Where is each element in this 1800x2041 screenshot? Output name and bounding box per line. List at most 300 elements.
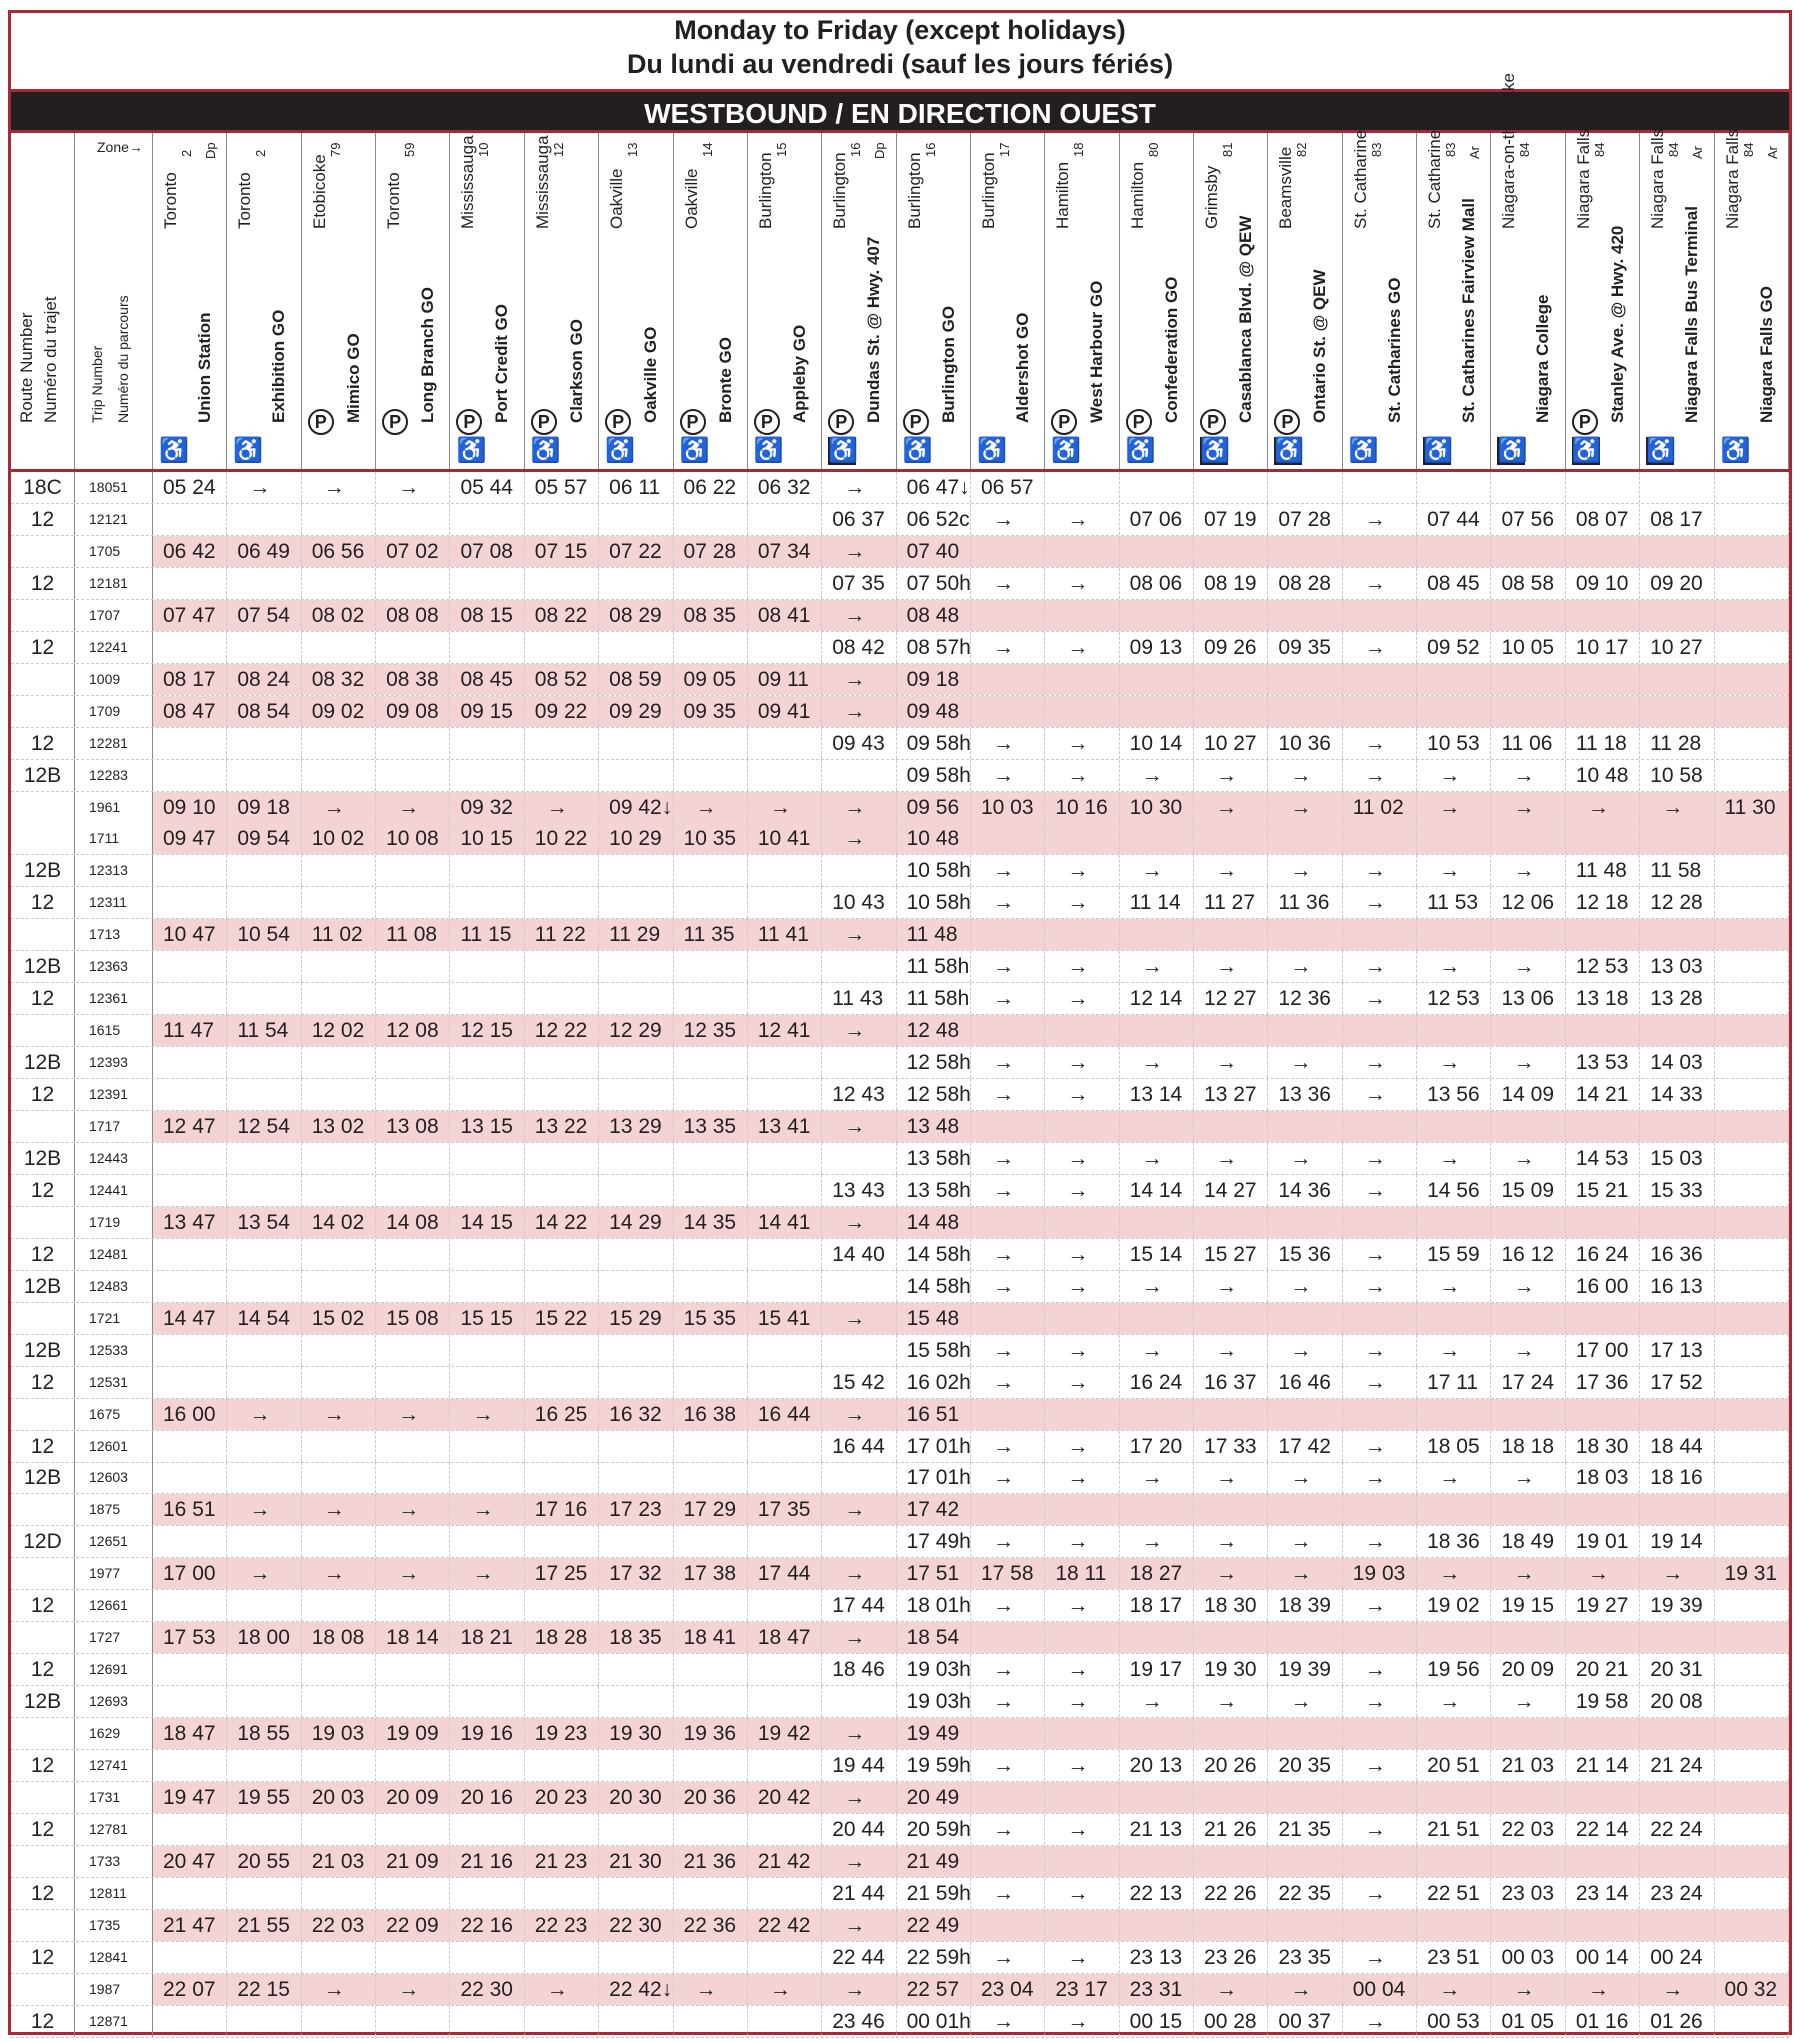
time-cell [1120, 600, 1194, 631]
time-cell: 23 46 [822, 2006, 896, 2037]
time-cell: → [1343, 951, 1417, 982]
time-cell [525, 1942, 599, 1973]
title-french: Du lundi au vendredi (sauf les jours fériés) [626, 49, 1174, 79]
time-cell [971, 600, 1045, 631]
table-row [11, 472, 1789, 504]
time-cell: 08 45 [1417, 568, 1491, 599]
table-row [11, 1558, 1789, 1590]
time-cell: → [1343, 1367, 1417, 1398]
route-number-cell: 12B [11, 1335, 75, 1366]
time-cell [748, 855, 822, 886]
time-cell [599, 1878, 673, 1909]
time-cell [1566, 536, 1640, 567]
time-cell: → [1417, 1462, 1491, 1493]
route-number-cell [11, 1846, 75, 1877]
time-cell: 18 44 [1640, 1431, 1714, 1462]
time-cell [599, 1335, 673, 1366]
time-cell: 11 27 [1194, 887, 1268, 918]
time-cell [376, 1462, 450, 1493]
time-cell: 13 28 [1640, 983, 1714, 1014]
time-cell: 20 44 [822, 1814, 896, 1845]
stop-departure-arrival-tag: Dp [203, 142, 218, 159]
time-cell [450, 1942, 524, 1973]
time-cell: 10 16 [1045, 792, 1119, 823]
time-cell [1194, 1910, 1268, 1941]
time-cell [748, 632, 822, 663]
time-cell: 12 35 [674, 1015, 748, 1046]
stop-zone: 82 [1294, 142, 1310, 157]
table-row [11, 1590, 1789, 1622]
time-cell: → [1120, 1271, 1194, 1302]
time-cell: 10 08 [376, 823, 450, 854]
stop-station: Dundas St. @ Hwy. 407 [864, 236, 884, 423]
time-cell: 16 24 [1566, 1239, 1640, 1270]
time-cell: 20 09 [1491, 1654, 1565, 1685]
wheelchair-accessible-icon: ♿ [1200, 437, 1230, 464]
time-cell: → [971, 2006, 1045, 2037]
time-cell: 10 43 [822, 887, 896, 918]
time-cell: 18 39 [1268, 1590, 1342, 1621]
time-cell: → [1343, 855, 1417, 886]
time-cell: 17 53 [153, 1622, 227, 1653]
time-cell [1268, 1494, 1342, 1525]
time-cell [1268, 1718, 1342, 1749]
time-cell [1715, 919, 1789, 950]
time-cell: 16 44 [748, 1399, 822, 1430]
trip-number-cell: 12361 [75, 983, 153, 1014]
time-cell: → [1343, 1047, 1417, 1078]
time-cell [1566, 1494, 1640, 1525]
stop-station: Niagara Falls GO [1756, 286, 1776, 423]
time-cell: 17 49h [897, 1526, 971, 1557]
time-cell [1045, 1910, 1119, 1941]
time-cell: → [1194, 1526, 1268, 1557]
time-cell [971, 1399, 1045, 1430]
time-cell [227, 1942, 301, 1973]
time-cell: 12 43 [822, 1079, 896, 1110]
time-cell [1715, 696, 1789, 727]
stop-zone: 84 [1517, 142, 1533, 157]
time-cell [302, 855, 376, 886]
time-cell: 18 21 [450, 1622, 524, 1653]
time-cell: → [1045, 1079, 1119, 1110]
table-row [11, 919, 1789, 951]
time-cell: → [1268, 760, 1342, 791]
time-cell [748, 1686, 822, 1717]
time-cell: 09 22 [525, 696, 599, 727]
time-cell [674, 887, 748, 918]
stop-header [1640, 128, 1714, 469]
time-cell: → [1268, 1271, 1342, 1302]
time-cell [1491, 472, 1565, 503]
time-cell [525, 983, 599, 1014]
time-cell: 21 13 [1120, 1814, 1194, 1845]
parking-icon: P [605, 409, 631, 435]
time-cell [227, 568, 301, 599]
time-cell [674, 1750, 748, 1781]
trip-number-cell: 12481 [75, 1239, 153, 1270]
time-cell: 19 49 [897, 1718, 971, 1749]
time-cell: 08 45 [450, 664, 524, 695]
time-cell [1640, 1494, 1714, 1525]
time-cell [450, 983, 524, 1014]
time-cell [971, 696, 1045, 727]
stop-header [450, 133, 524, 469]
time-cell [1566, 919, 1640, 950]
time-cell: 12 22 [525, 1015, 599, 1046]
time-cell: 23 24 [1640, 1878, 1714, 1909]
time-cell: → [302, 472, 376, 503]
time-cell: 15 08 [376, 1303, 450, 1334]
time-cell: → [1343, 1271, 1417, 1302]
time-cell: 17 52 [1640, 1367, 1714, 1398]
time-cell [1491, 1399, 1565, 1430]
trip-number-cell: 12181 [75, 568, 153, 599]
stop-city: Beamsville [1276, 146, 1296, 229]
time-cell: 11 54 [227, 1015, 301, 1046]
time-cell: 18 49 [1491, 1526, 1565, 1557]
time-cell: → [1417, 1271, 1491, 1302]
time-cell [153, 1590, 227, 1621]
stop-city: Niagara Falls [1573, 128, 1593, 229]
time-cell: 00 53 [1417, 2006, 1491, 2037]
time-cell: → [376, 792, 450, 823]
time-cell: 17 42 [1268, 1431, 1342, 1462]
time-cell: 14 03 [1640, 1047, 1714, 1078]
time-cell: → [1491, 1335, 1565, 1366]
parking-icon: P [1572, 409, 1598, 435]
time-cell: 12 28 [1640, 887, 1714, 918]
time-cell [599, 1942, 673, 1973]
time-cell [1640, 823, 1714, 854]
time-cell [153, 1047, 227, 1078]
time-cell [1120, 1622, 1194, 1653]
trip-number-cell: 12811 [75, 1878, 153, 1909]
stop-zone: 13 [625, 142, 641, 157]
time-cell: → [822, 1207, 896, 1238]
time-cell: → [1343, 1750, 1417, 1781]
time-cell: 18 00 [227, 1622, 301, 1653]
time-cell: → [971, 632, 1045, 663]
time-cell: 18 41 [674, 1622, 748, 1653]
time-cell [1715, 1015, 1789, 1046]
time-cell: → [822, 1622, 896, 1653]
time-cell [1120, 1494, 1194, 1525]
stop-zone: 80 [1145, 142, 1161, 157]
time-cell [599, 1526, 673, 1557]
route-number-cell: 12 [11, 1590, 75, 1621]
time-cell [450, 1271, 524, 1302]
table-row [11, 1399, 1789, 1431]
time-cell: 17 00 [153, 1558, 227, 1589]
time-cell: 18 14 [376, 1622, 450, 1653]
time-cell: → [376, 472, 450, 503]
time-cell [599, 1686, 673, 1717]
route-number-cell: 12 [11, 1367, 75, 1398]
time-cell: → [1343, 1079, 1417, 1110]
trip-number-cell: 1675 [75, 1399, 153, 1430]
time-cell [153, 1431, 227, 1462]
time-cell [1566, 1399, 1640, 1430]
trip-number-cell: 1629 [75, 1718, 153, 1749]
time-cell: 16 51 [153, 1494, 227, 1525]
time-cell [1194, 472, 1268, 503]
time-cell [674, 1686, 748, 1717]
stop-zone: 83 [1443, 142, 1459, 157]
time-cell [302, 504, 376, 535]
time-cell: 15 36 [1268, 1239, 1342, 1270]
time-cell: 12 54 [227, 1111, 301, 1142]
time-cell: 09 41 [748, 696, 822, 727]
stop-zone: 59 [402, 142, 418, 157]
time-cell [376, 1878, 450, 1909]
time-cell: 10 27 [1194, 728, 1268, 759]
time-cell: 10 17 [1566, 632, 1640, 663]
time-cell: → [822, 600, 896, 631]
time-cell: 18 08 [302, 1622, 376, 1653]
table-row [11, 1782, 1789, 1814]
time-cell: 19 55 [227, 1782, 301, 1813]
time-cell: 12 02 [302, 1015, 376, 1046]
time-cell [971, 1910, 1045, 1941]
time-cell: → [1045, 983, 1119, 1014]
table-row [11, 760, 1789, 792]
time-cell [599, 1175, 673, 1206]
wheelchair-accessible-icon: ♿ [1051, 437, 1082, 464]
stop-zone: 2 [253, 149, 269, 157]
time-cell: 12 18 [1566, 887, 1640, 918]
time-cell [748, 983, 822, 1014]
time-cell [822, 1686, 896, 1717]
time-cell: 18 30 [1194, 1590, 1268, 1621]
time-cell [1194, 1399, 1268, 1430]
time-cell: 23 26 [1194, 1942, 1268, 1973]
time-cell: → [1045, 1750, 1119, 1781]
time-cell: 09 02 [302, 696, 376, 727]
time-cell [1417, 536, 1491, 567]
trip-number-cell: 1711 [75, 823, 153, 854]
time-cell: 11 47 [153, 1015, 227, 1046]
time-cell: 06 47↓ [897, 472, 971, 503]
time-cell: 21 59h [897, 1878, 971, 1909]
time-cell: → [971, 1750, 1045, 1781]
route-number-label-fr: Numéro du trajet [41, 296, 60, 423]
time-cell [227, 1271, 301, 1302]
time-cell [227, 504, 301, 535]
time-cell: → [971, 1878, 1045, 1909]
time-cell: → [1343, 1686, 1417, 1717]
time-cell: 19 56 [1417, 1654, 1491, 1685]
time-cell: 08 41 [748, 600, 822, 631]
time-cell: 06 56 [302, 536, 376, 567]
time-cell: → [1045, 855, 1119, 886]
time-cell: → [1343, 1590, 1417, 1621]
time-cell: 17 44 [822, 1590, 896, 1621]
time-cell: 11 35 [674, 919, 748, 950]
time-cell [1640, 1718, 1714, 1749]
route-number-cell [11, 1207, 75, 1238]
time-cell [599, 1750, 673, 1781]
route-number-cell [11, 1782, 75, 1813]
time-cell: 17 13 [1640, 1335, 1714, 1366]
time-cell: 19 27 [1566, 1590, 1640, 1621]
time-cell: 09 20 [1640, 568, 1714, 599]
time-cell: 09 10 [153, 792, 227, 823]
time-cell [1715, 1686, 1789, 1717]
stop-zone: 10 [476, 142, 492, 157]
time-cell: → [1045, 504, 1119, 535]
time-cell: 09 05 [674, 664, 748, 695]
trip-number-cell: 12781 [75, 1814, 153, 1845]
time-cell [1715, 664, 1789, 695]
route-number-cell [11, 1718, 75, 1749]
stop-city: Mississauga [532, 135, 552, 229]
time-cell: 16 37 [1194, 1367, 1268, 1398]
time-cell [376, 568, 450, 599]
time-cell [1268, 823, 1342, 854]
time-cell [1491, 1494, 1565, 1525]
time-cell [1566, 472, 1640, 503]
time-cell: 13 03 [1640, 951, 1714, 982]
time-cell [1491, 919, 1565, 950]
time-cell: → [450, 1399, 524, 1430]
stop-header [897, 133, 971, 469]
time-cell [1715, 600, 1789, 631]
time-cell: → [1343, 1462, 1417, 1493]
time-cell [227, 983, 301, 1014]
time-cell [674, 1335, 748, 1366]
time-cell [1640, 1782, 1714, 1813]
time-cell: 17 00 [1566, 1335, 1640, 1366]
stop-zone: 15 [773, 142, 789, 157]
time-cell [376, 632, 450, 663]
time-cell [1194, 1111, 1268, 1142]
time-cell [1120, 696, 1194, 727]
time-cell [450, 1526, 524, 1557]
time-cell [1491, 1303, 1565, 1334]
time-cell: → [822, 536, 896, 567]
time-cell: 13 36 [1268, 1079, 1342, 1110]
time-cell [674, 1462, 748, 1493]
time-cell [302, 1878, 376, 1909]
time-cell [525, 1814, 599, 1845]
time-cell: → [971, 760, 1045, 791]
time-cell: → [822, 472, 896, 503]
route-number-cell: 12 [11, 1750, 75, 1781]
time-cell: 13 54 [227, 1207, 301, 1238]
time-cell: 16 38 [674, 1399, 748, 1430]
time-cell [376, 1750, 450, 1781]
time-cell: 08 58 [1491, 568, 1565, 599]
time-cell: → [1343, 632, 1417, 663]
time-cell [748, 2006, 822, 2037]
time-cell [450, 1431, 524, 1462]
route-number-label: Route Number [17, 312, 36, 423]
time-cell [450, 1654, 524, 1685]
time-cell: → [1045, 1942, 1119, 1973]
time-cell [1268, 472, 1342, 503]
time-cell [302, 1750, 376, 1781]
time-cell [525, 568, 599, 599]
time-cell: 07 02 [376, 536, 450, 567]
time-cell: 06 52c [897, 504, 971, 535]
time-cell: 20 42 [748, 1782, 822, 1813]
time-cell: → [971, 1526, 1045, 1557]
time-cell: → [971, 1462, 1045, 1493]
time-cell: → [1268, 1462, 1342, 1493]
time-cell [1120, 472, 1194, 503]
time-cell [1715, 1462, 1789, 1493]
time-cell [1045, 1207, 1119, 1238]
time-cell [227, 1367, 301, 1398]
route-number-cell: 12 [11, 1175, 75, 1206]
time-cell [227, 1431, 301, 1462]
time-cell: → [1491, 951, 1565, 982]
time-cell [450, 728, 524, 759]
time-cell: → [971, 1175, 1045, 1206]
time-cell [1045, 1494, 1119, 1525]
time-cell [450, 855, 524, 886]
time-cell: 09 47 [153, 823, 227, 854]
time-cell [302, 1462, 376, 1493]
time-cell: 17 38 [674, 1558, 748, 1589]
time-cell [227, 632, 301, 663]
route-number-cell [11, 792, 75, 823]
time-cell [302, 728, 376, 759]
time-cell: 22 42↓ [599, 1974, 673, 2005]
time-cell: 01 05 [1491, 2006, 1565, 2037]
time-cell [1640, 664, 1714, 695]
time-cell: 09 32 [450, 792, 524, 823]
stop-header [971, 133, 1045, 469]
trip-number-cell: 12533 [75, 1335, 153, 1366]
time-cell: → [1045, 1686, 1119, 1717]
time-cell: → [302, 1399, 376, 1430]
time-cell [1417, 919, 1491, 950]
time-cell: 20 08 [1640, 1686, 1714, 1717]
time-cell: 15 29 [599, 1303, 673, 1334]
time-cell: 16 02h [897, 1367, 971, 1398]
time-cell: 22 35 [1268, 1878, 1342, 1909]
stop-zone: 84 [1591, 142, 1607, 157]
parking-icon: P [828, 409, 854, 435]
time-cell [971, 919, 1045, 950]
time-cell [1268, 696, 1342, 727]
table-row [11, 1494, 1789, 1526]
time-cell: 22 44 [822, 1942, 896, 1973]
time-cell [1417, 1846, 1491, 1877]
time-cell: 09 10 [1566, 568, 1640, 599]
time-cell [525, 1335, 599, 1366]
time-cell [450, 887, 524, 918]
time-cell: 10 48 [1566, 760, 1640, 791]
time-cell [748, 1942, 822, 1973]
stop-station: Casablanca Blvd. @ QEW [1236, 215, 1256, 423]
time-cell [450, 1335, 524, 1366]
time-cell: 05 44 [450, 472, 524, 503]
time-cell: 09 43 [822, 728, 896, 759]
table-row [11, 536, 1789, 568]
time-cell: 20 21 [1566, 1654, 1640, 1685]
time-cell: → [1045, 887, 1119, 918]
title-english: Monday to Friday (except holidays) [674, 15, 1126, 45]
time-cell: 10 35 [674, 823, 748, 854]
route-number-cell: 12 [11, 632, 75, 663]
time-cell: → [1194, 1558, 1268, 1589]
time-cell [1343, 1622, 1417, 1653]
trip-number-cell: 12241 [75, 632, 153, 663]
time-cell: 14 29 [599, 1207, 673, 1238]
